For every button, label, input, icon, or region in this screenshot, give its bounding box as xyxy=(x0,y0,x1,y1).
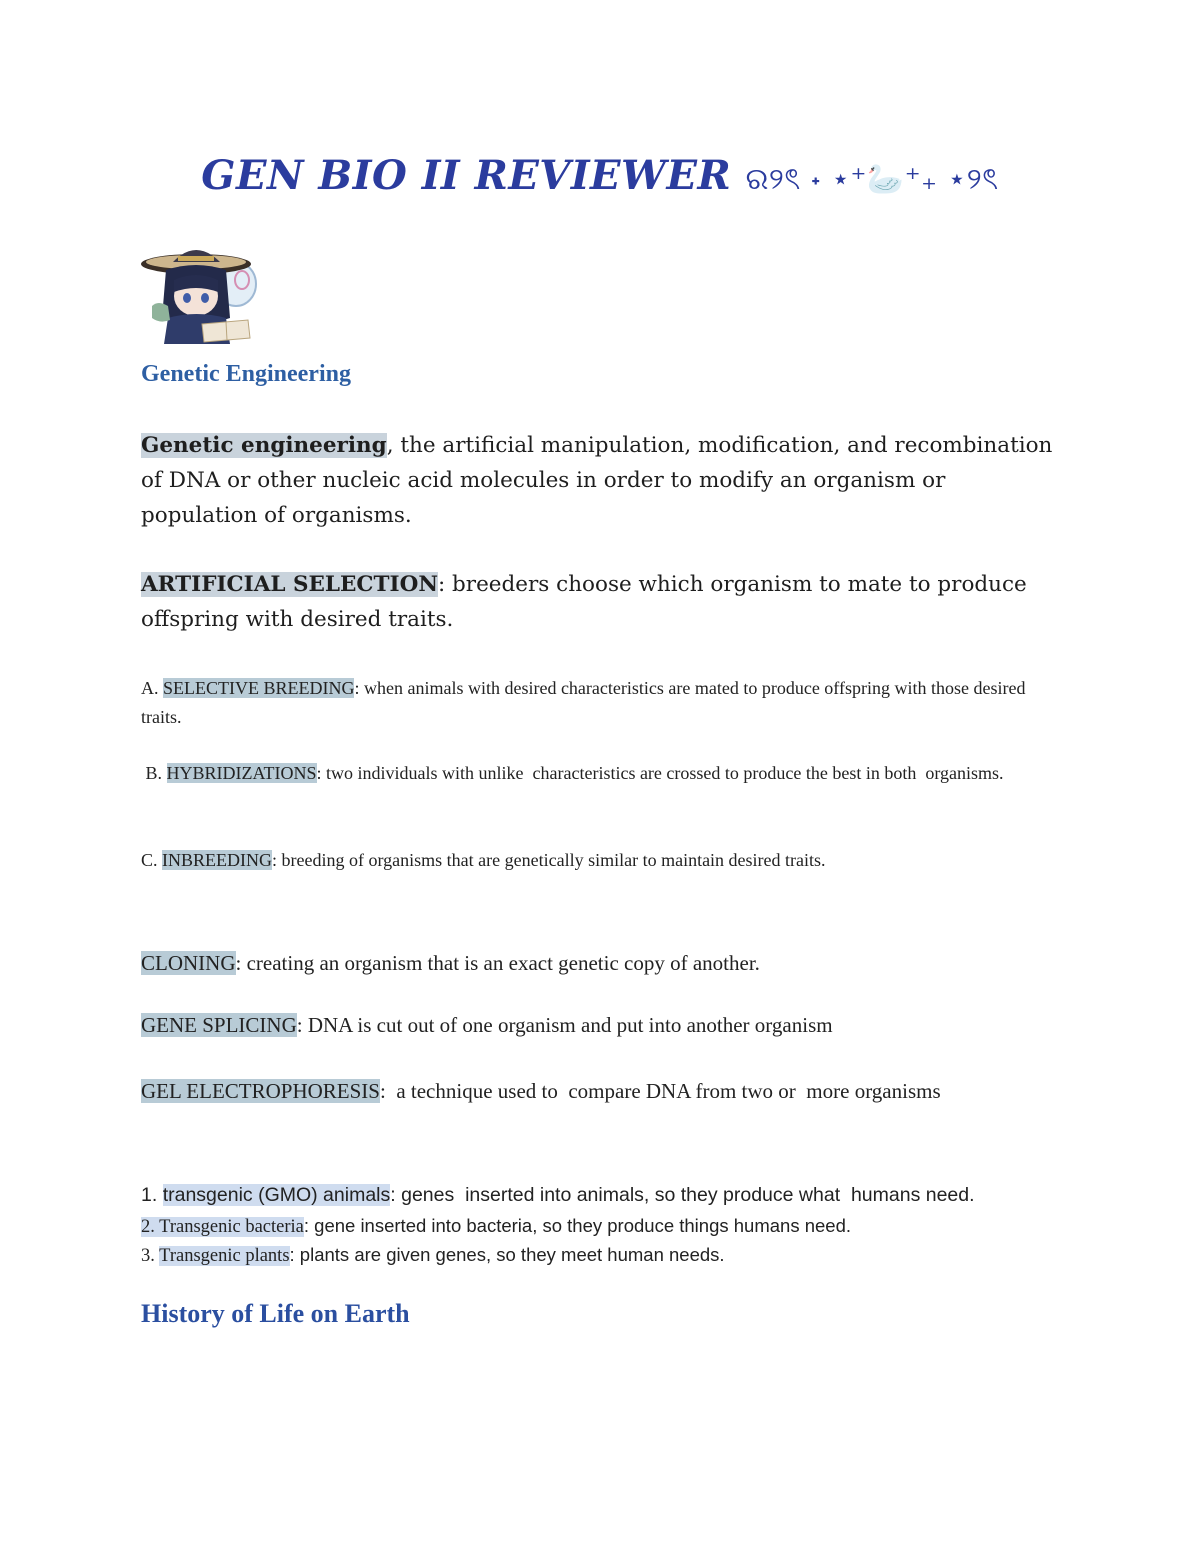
section-heading-history: History of Life on Earth xyxy=(141,1299,410,1328)
technique-gel-electrophoresis xyxy=(141,1076,1101,1106)
transgenic-item-1 xyxy=(141,1181,1101,1210)
term-selective-breeding: SELECTIVE BREEDING xyxy=(163,678,355,698)
title-decoration: ର୨ৎ ˖ ⋆⁺🦢⁺₊ ⋆୨ৎ xyxy=(745,162,999,197)
technique-text: : creating an organism that is an exact genetic copy of another. xyxy=(235,951,760,975)
transgenic-item-3 xyxy=(141,1240,1101,1271)
term-cloning: CLONING xyxy=(141,951,236,975)
item-prefix: 3. xyxy=(141,1246,160,1266)
breeding-item-a xyxy=(141,674,1061,732)
definition-genetic-engineering xyxy=(141,428,1061,533)
breeding-item-b xyxy=(141,759,1061,788)
term-gel-electrophoresis: GEL ELECTROPHORESIS xyxy=(141,1079,380,1103)
item-text: : gene inserted into bacteria, so they produce things humans need. xyxy=(303,1215,852,1236)
item-prefix: B. xyxy=(141,763,167,783)
technique-cloning xyxy=(141,948,1101,978)
item-prefix: 1. xyxy=(141,1184,163,1206)
item-prefix: 2. xyxy=(141,1217,160,1237)
item-text: : genes inserted into animals, so they produce what humans need. xyxy=(390,1184,975,1206)
definition-text: , the artificial manipulation, modification, and recombination of DNA or other nucleic acid molecules in order to modify an organism or population of organisms. xyxy=(141,433,1053,528)
definition-text: : breeders choose which organism to mate to produce offspring with desired traits. xyxy=(141,572,1027,632)
item-text: : two individuals with unlike characteristics are crossed to produce the best in both organisms. xyxy=(316,763,1004,783)
term-hybridizations: HYBRIDIZATIONS xyxy=(166,763,317,783)
term-inbreeding: INBREEDING xyxy=(162,850,273,870)
term-transgenic-plants: Transgenic plants xyxy=(159,1246,290,1266)
item-text: : when animals with desired characteristics are mated to produce offspring with those desired traits. xyxy=(141,678,1026,727)
term-transgenic-animals: transgenic (GMO) animals xyxy=(162,1184,391,1206)
avatar-illustration xyxy=(138,240,262,344)
item-text: : breeding of organisms that are genetically similar to maintain desired traits. xyxy=(272,850,826,870)
section-heading-genetic-engineering: Genetic Engineering xyxy=(141,361,351,387)
definition-artificial-selection xyxy=(141,567,1061,637)
breeding-item-c xyxy=(141,846,1061,875)
item-prefix: A. xyxy=(141,678,163,698)
item-prefix: C. xyxy=(141,850,163,870)
technique-text: : a technique used to compare DNA from two or more organisms xyxy=(379,1079,941,1103)
technique-gene-splicing xyxy=(141,1010,1101,1040)
term-transgenic-bacteria: Transgenic bacteria xyxy=(159,1217,304,1237)
term-gene-splicing: GENE SPLICING xyxy=(141,1013,297,1037)
term-artificial-selection: ARTIFICIAL SELECTION xyxy=(141,572,438,597)
transgenic-item-2 xyxy=(141,1211,1101,1242)
page-title xyxy=(0,152,1200,206)
item-text: : plants are given genes, so they meet human needs. xyxy=(289,1244,725,1265)
title-text: GEN BIO II REVIEWER xyxy=(201,152,732,199)
technique-text: : DNA is cut out of one organism and put into another organism xyxy=(296,1013,833,1037)
term-genetic-engineering: Genetic engineering xyxy=(141,433,387,458)
